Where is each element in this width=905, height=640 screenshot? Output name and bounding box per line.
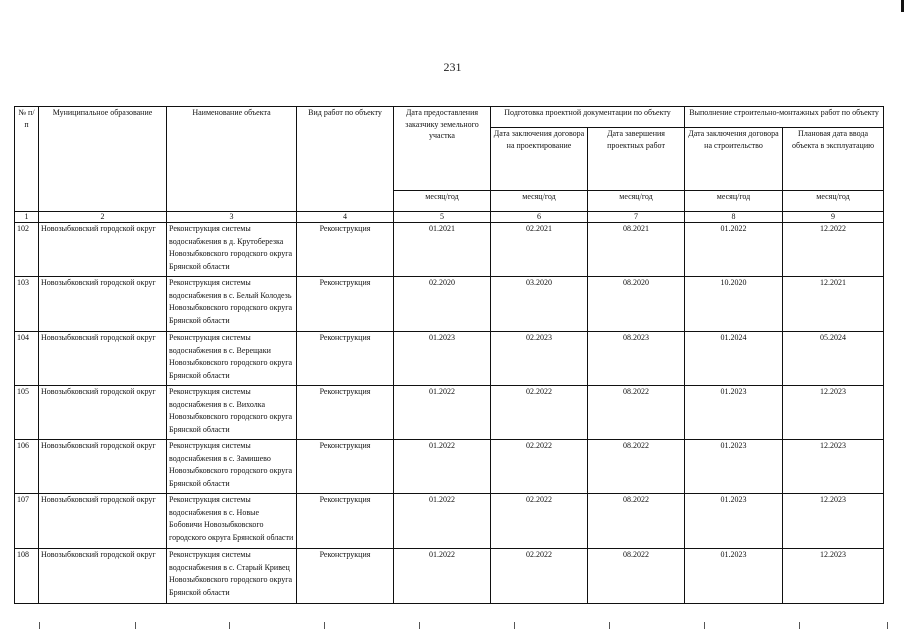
row-construction-contract: 01.2023 [685, 549, 783, 604]
row-municipality: Новозыбковский городской округ [39, 440, 167, 494]
column-index: 4 [297, 212, 394, 223]
unit-land-date: месяц/год [394, 191, 491, 212]
row-land-date: 01.2022 [394, 440, 491, 494]
row-design-contract: 02.2022 [491, 549, 588, 604]
row-construction-contract: 01.2024 [685, 332, 783, 386]
row-design-completion: 08.2022 [588, 494, 685, 549]
row-design-completion: 08.2022 [588, 386, 685, 440]
row-commissioning: 12.2021 [783, 277, 884, 332]
unit-design-contract: месяц/год [491, 191, 588, 212]
header-construction-contract: Дата заключения договора на строительство [685, 128, 783, 191]
row-municipality: Новозыбковский городской округ [39, 332, 167, 386]
row-commissioning: 12.2023 [783, 549, 884, 604]
row-design-completion: 08.2023 [588, 332, 685, 386]
row-number: 105 [15, 386, 39, 440]
unit-design-completion: месяц/год [588, 191, 685, 212]
row-object-name: Реконструкция системы водоснабжения в с. Замишево Новозыбковского городского округа Брянской области [167, 440, 297, 494]
row-municipality: Новозыбковский городской округ [39, 386, 167, 440]
row-object-name: Реконструкция системы водоснабжения в д. Крутоберезка Новозыбковского городского округа Брянской области [167, 223, 297, 277]
row-design-completion: 08.2022 [588, 549, 685, 604]
row-land-date: 01.2022 [394, 494, 491, 549]
column-index: 5 [394, 212, 491, 223]
header-planned-commissioning: Плановая дата ввода объекта в эксплуатацию [783, 128, 884, 191]
scan-mark [704, 622, 705, 629]
column-index: 1 [15, 212, 39, 223]
scan-mark [419, 622, 420, 629]
row-commissioning: 12.2023 [783, 494, 884, 549]
row-design-contract: 02.2021 [491, 223, 588, 277]
column-index: 6 [491, 212, 588, 223]
header-object-name: Наименование объекта [167, 107, 297, 212]
column-index: 8 [685, 212, 783, 223]
row-commissioning: 12.2023 [783, 440, 884, 494]
row-work-type: Реконструкция [297, 223, 394, 277]
row-work-type: Реконструкция [297, 494, 394, 549]
scan-mark [887, 622, 888, 629]
row-land-date: 01.2023 [394, 332, 491, 386]
table-row [15, 386, 884, 440]
construction-schedule-table [14, 106, 884, 604]
scan-mark [609, 622, 610, 629]
table-row [15, 223, 884, 277]
scan-footer-marks [0, 622, 905, 632]
row-municipality: Новозыбковский городской округ [39, 549, 167, 604]
row-work-type: Реконструкция [297, 549, 394, 604]
column-index: 7 [588, 212, 685, 223]
row-number: 107 [15, 494, 39, 549]
scan-mark [324, 622, 325, 629]
table-row [15, 332, 884, 386]
row-commissioning: 12.2023 [783, 386, 884, 440]
row-municipality: Новозыбковский городской округ [39, 223, 167, 277]
row-land-date: 02.2020 [394, 277, 491, 332]
header-work-type: Вид работ по объекту [297, 107, 394, 212]
row-design-completion: 08.2021 [588, 223, 685, 277]
header-land-date: Дата предоставления заказчику земельного участка [394, 107, 491, 191]
row-commissioning: 12.2022 [783, 223, 884, 277]
row-municipality: Новозыбковский городской округ [39, 277, 167, 332]
scan-mark [39, 622, 40, 629]
row-object-name: Реконструкция системы водоснабжения в с. Верещаки Новозыбковского городского округа Брянской области [167, 332, 297, 386]
row-number: 103 [15, 277, 39, 332]
row-object-name: Реконструкция системы водоснабжения в с. Старый Кривец Новозыбковского городского округа Брянской области [167, 549, 297, 604]
scan-mark [799, 622, 800, 629]
scan-mark [229, 622, 230, 629]
row-object-name: Реконструкция системы водоснабжения в с. Вихолка Новозыбковского городского округа Брянской области [167, 386, 297, 440]
header-municipality: Муниципальное образование [39, 107, 167, 212]
row-design-completion: 08.2022 [588, 440, 685, 494]
row-municipality: Новозыбковский городской округ [39, 494, 167, 549]
page-edge-mark [901, 0, 904, 12]
row-construction-contract: 10.2020 [685, 277, 783, 332]
row-work-type: Реконструкция [297, 440, 394, 494]
row-land-date: 01.2022 [394, 386, 491, 440]
row-number: 108 [15, 549, 39, 604]
row-number: 106 [15, 440, 39, 494]
row-construction-contract: 01.2022 [685, 223, 783, 277]
header-construction-group: Выполнение строительно-монтажных работ по объекту [685, 107, 884, 128]
row-design-contract: 02.2023 [491, 332, 588, 386]
scan-mark [514, 622, 515, 629]
unit-commissioning: месяц/год [783, 191, 884, 212]
unit-construction-contract: месяц/год [685, 191, 783, 212]
row-design-contract: 02.2022 [491, 386, 588, 440]
row-design-completion: 08.2020 [588, 277, 685, 332]
row-work-type: Реконструкция [297, 386, 394, 440]
column-index: 9 [783, 212, 884, 223]
row-number: 102 [15, 223, 39, 277]
table-row [15, 277, 884, 332]
row-work-type: Реконструкция [297, 277, 394, 332]
page-number: 231 [443, 60, 462, 74]
scan-mark [135, 622, 136, 629]
header-design-completion: Дата завершения проектных работ [588, 128, 685, 191]
header-design-group: Подготовка проектной документации по объекту [491, 107, 685, 128]
row-commissioning: 05.2024 [783, 332, 884, 386]
column-index: 2 [39, 212, 167, 223]
header-design-contract: Дата заключения договора на проектирование [491, 128, 588, 191]
row-design-contract: 03.2020 [491, 277, 588, 332]
column-index: 3 [167, 212, 297, 223]
header-number: № п/п [15, 107, 39, 212]
row-design-contract: 02.2022 [491, 440, 588, 494]
row-construction-contract: 01.2023 [685, 440, 783, 494]
row-construction-contract: 01.2023 [685, 494, 783, 549]
table-row [15, 549, 884, 604]
row-design-contract: 02.2022 [491, 494, 588, 549]
table-row [15, 494, 884, 549]
table-row [15, 440, 884, 494]
row-construction-contract: 01.2023 [685, 386, 783, 440]
row-number: 104 [15, 332, 39, 386]
row-land-date: 01.2021 [394, 223, 491, 277]
row-land-date: 01.2022 [394, 549, 491, 604]
row-object-name: Реконструкция системы водоснабжения в с. Новые Бобовичи Новозыбковского городского округа Брянской области [167, 494, 297, 549]
row-object-name: Реконструкция системы водоснабжения в с. Белый Колодезь Новозыбковского городского округа Брянской области [167, 277, 297, 332]
row-work-type: Реконструкция [297, 332, 394, 386]
